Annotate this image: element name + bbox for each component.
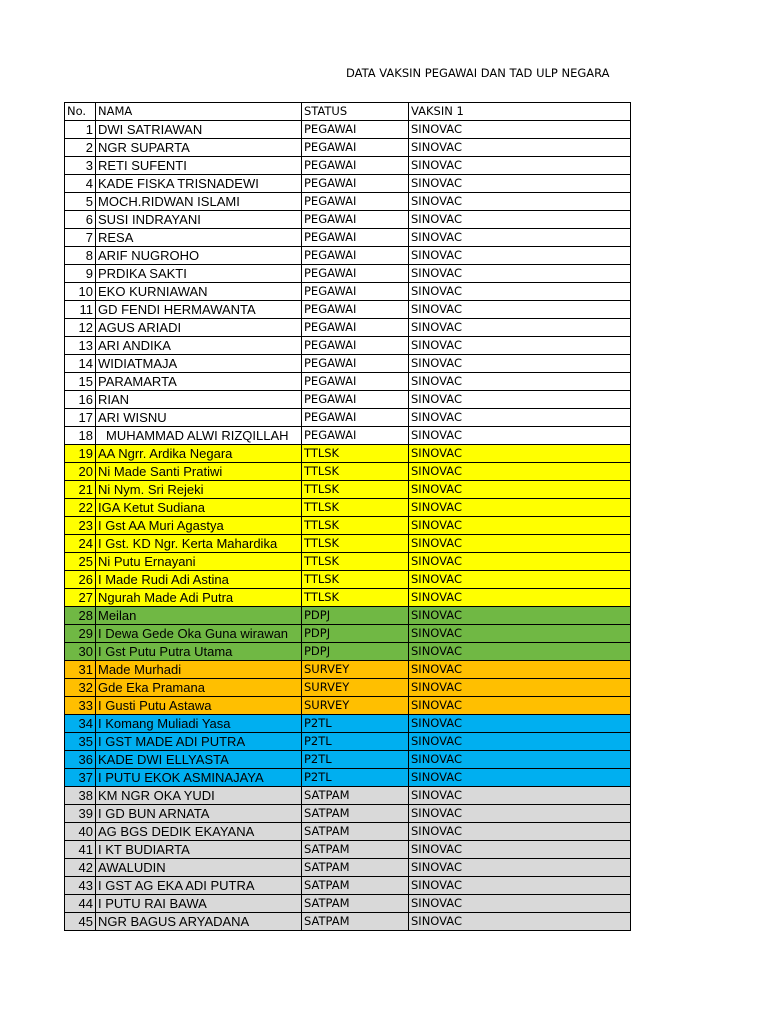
cell-name[interactable]: ARI ANDIKA (96, 337, 302, 355)
cell-no[interactable]: 28 (65, 607, 96, 625)
cell-name[interactable]: Ngurah Made Adi Putra (96, 589, 302, 607)
table-row (65, 337, 631, 355)
cell-no[interactable]: 3 (65, 157, 96, 175)
cell-status[interactable]: PEGAWAI (302, 373, 409, 391)
cell-vaksin[interactable]: SINOVAC (409, 913, 631, 931)
cell-vaksin[interactable]: SINOVAC (409, 265, 631, 283)
cell-vaksin[interactable]: SINOVAC (409, 841, 631, 859)
cell-status[interactable]: P2TL (302, 751, 409, 769)
table-row (65, 391, 631, 409)
cell-status[interactable]: TTLSK (302, 517, 409, 535)
table-row (65, 823, 631, 841)
cell-name[interactable]: KADE FISKA TRISNADEWI (96, 175, 302, 193)
table-row (65, 157, 631, 175)
cell-name[interactable]: I Gst AA Muri Agastya (96, 517, 302, 535)
cell-no[interactable]: 12 (65, 319, 96, 337)
cell-status[interactable]: TTLSK (302, 463, 409, 481)
cell-vaksin[interactable]: SINOVAC (409, 391, 631, 409)
cell-vaksin[interactable]: SINOVAC (409, 355, 631, 373)
table-row (65, 859, 631, 877)
table-row (65, 211, 631, 229)
table-row (65, 121, 631, 139)
table-row (65, 787, 631, 805)
cell-vaksin[interactable]: SINOVAC (409, 877, 631, 895)
cell-status[interactable]: PEGAWAI (302, 337, 409, 355)
cell-status[interactable]: PEGAWAI (302, 301, 409, 319)
cell-name[interactable]: Ni Putu Ernayani (96, 553, 302, 571)
table-row (65, 643, 631, 661)
cell-vaksin[interactable]: SINOVAC (409, 625, 631, 643)
cell-no[interactable]: 2 (65, 139, 96, 157)
cell-vaksin[interactable]: SINOVAC (409, 553, 631, 571)
cell-name[interactable]: KADE DWI ELLYASTA (96, 751, 302, 769)
cell-name[interactable]: I Made Rudi Adi Astina (96, 571, 302, 589)
cell-name[interactable]: RETI SUFENTI (96, 157, 302, 175)
cell-name[interactable]: IGA Ketut Sudiana (96, 499, 302, 517)
cell-name[interactable]: Ni Made Santi Pratiwi (96, 463, 302, 481)
cell-status[interactable]: PEGAWAI (302, 193, 409, 211)
cell-name[interactable]: I GST MADE ADI PUTRA (96, 733, 302, 751)
cell-name[interactable]: I Gst. KD Ngr. Kerta Mahardika (96, 535, 302, 553)
cell-status[interactable]: PEGAWAI (302, 175, 409, 193)
cell-no[interactable]: 11 (65, 301, 96, 319)
cell-name[interactable]: I Komang Muliadi Yasa (96, 715, 302, 733)
cell-status[interactable]: SATPAM (302, 913, 409, 931)
cell-vaksin[interactable]: SINOVAC (409, 751, 631, 769)
cell-no[interactable]: 1 (65, 121, 96, 139)
cell-vaksin[interactable]: SINOVAC (409, 823, 631, 841)
cell-no[interactable]: 13 (65, 337, 96, 355)
cell-status[interactable]: TTLSK (302, 445, 409, 463)
cell-status[interactable]: PEGAWAI (302, 427, 409, 445)
table-row (65, 679, 631, 697)
table-row (65, 445, 631, 463)
cell-name[interactable]: I GD BUN ARNATA (96, 805, 302, 823)
cell-vaksin[interactable]: SINOVAC (409, 373, 631, 391)
cell-vaksin[interactable]: SINOVAC (409, 427, 631, 445)
table-row (65, 715, 631, 733)
cell-vaksin[interactable]: SINOVAC (409, 499, 631, 517)
cell-vaksin[interactable]: SINOVAC (409, 175, 631, 193)
cell-status[interactable]: TTLSK (302, 535, 409, 553)
cell-no[interactable]: 37 (65, 769, 96, 787)
table-row (65, 805, 631, 823)
cell-no[interactable]: 43 (65, 877, 96, 895)
cell-name[interactable]: I PUTU EKOK ASMINAJAYA (96, 769, 302, 787)
cell-vaksin[interactable]: SINOVAC (409, 337, 631, 355)
cell-status[interactable]: PEGAWAI (302, 391, 409, 409)
cell-name[interactable]: RIAN (96, 391, 302, 409)
cell-no[interactable]: 26 (65, 571, 96, 589)
table-row (65, 427, 631, 445)
cell-status[interactable]: SATPAM (302, 805, 409, 823)
table-row (65, 697, 631, 715)
cell-status[interactable]: PEGAWAI (302, 121, 409, 139)
cell-name[interactable]: PRDIKA SAKTI (96, 265, 302, 283)
cell-no[interactable]: 30 (65, 643, 96, 661)
cell-status[interactable]: PDPJ (302, 625, 409, 643)
cell-vaksin[interactable]: SINOVAC (409, 643, 631, 661)
table-row (65, 535, 631, 553)
cell-name[interactable]: I Gusti Putu Astawa (96, 697, 302, 715)
cell-no[interactable]: 44 (65, 895, 96, 913)
table-row (65, 481, 631, 499)
cell-status[interactable]: SATPAM (302, 823, 409, 841)
cell-status[interactable]: PEGAWAI (302, 229, 409, 247)
cell-vaksin[interactable]: SINOVAC (409, 733, 631, 751)
cell-name[interactable]: RESA (96, 229, 302, 247)
cell-vaksin[interactable]: SINOVAC (409, 445, 631, 463)
cell-status[interactable]: PEGAWAI (302, 157, 409, 175)
cell-vaksin[interactable]: SINOVAC (409, 787, 631, 805)
cell-no[interactable]: 15 (65, 373, 96, 391)
table-row (65, 553, 631, 571)
cell-vaksin[interactable]: SINOVAC (409, 805, 631, 823)
cell-no[interactable]: 41 (65, 841, 96, 859)
cell-no[interactable]: 22 (65, 499, 96, 517)
table-row (65, 733, 631, 751)
cell-vaksin[interactable]: SINOVAC (409, 409, 631, 427)
cell-vaksin[interactable]: SINOVAC (409, 247, 631, 265)
cell-no[interactable]: 7 (65, 229, 96, 247)
table-row (65, 895, 631, 913)
table-row (65, 373, 631, 391)
cell-name[interactable]: WIDIATMAJA (96, 355, 302, 373)
table-row (65, 283, 631, 301)
header-status[interactable]: STATUS (302, 103, 409, 121)
cell-vaksin[interactable]: SINOVAC (409, 895, 631, 913)
cell-name[interactable]: MOCH.RIDWAN ISLAMI (96, 193, 302, 211)
cell-status[interactable]: TTLSK (302, 589, 409, 607)
table-row (65, 355, 631, 373)
table-row (65, 625, 631, 643)
cell-name[interactable]: Ni Nym. Sri Rejeki (96, 481, 302, 499)
cell-no[interactable]: 36 (65, 751, 96, 769)
vaccine-table (64, 102, 631, 931)
cell-vaksin[interactable]: SINOVAC (409, 571, 631, 589)
cell-vaksin[interactable]: SINOVAC (409, 517, 631, 535)
cell-no[interactable]: 9 (65, 265, 96, 283)
cell-name[interactable]: I Gst Putu Putra Utama (96, 643, 302, 661)
cell-name[interactable]: I PUTU RAI BAWA (96, 895, 302, 913)
cell-vaksin[interactable]: SINOVAC (409, 193, 631, 211)
cell-status[interactable]: TTLSK (302, 571, 409, 589)
cell-status[interactable]: PEGAWAI (302, 247, 409, 265)
cell-status[interactable]: SATPAM (302, 877, 409, 895)
cell-status[interactable]: P2TL (302, 733, 409, 751)
cell-vaksin[interactable]: SINOVAC (409, 481, 631, 499)
table-row (65, 877, 631, 895)
cell-no[interactable]: 8 (65, 247, 96, 265)
cell-status[interactable]: PEGAWAI (302, 265, 409, 283)
cell-vaksin[interactable]: SINOVAC (409, 463, 631, 481)
cell-vaksin[interactable]: SINOVAC (409, 319, 631, 337)
cell-no[interactable]: 20 (65, 463, 96, 481)
cell-name[interactable]: ARIF NUGROHO (96, 247, 302, 265)
cell-status[interactable]: SATPAM (302, 841, 409, 859)
cell-no[interactable]: 34 (65, 715, 96, 733)
cell-status[interactable]: TTLSK (302, 499, 409, 517)
cell-no[interactable]: 42 (65, 859, 96, 877)
cell-name[interactable]: AGUS ARIADI (96, 319, 302, 337)
table-row (65, 193, 631, 211)
table-body (65, 103, 631, 931)
table-row (65, 607, 631, 625)
cell-vaksin[interactable]: SINOVAC (409, 769, 631, 787)
cell-no[interactable]: 24 (65, 535, 96, 553)
cell-name[interactable]: DWI SATRIAWAN (96, 121, 302, 139)
cell-name[interactable]: I GST AG EKA ADI PUTRA (96, 877, 302, 895)
cell-no[interactable]: 31 (65, 661, 96, 679)
cell-name[interactable]: KM NGR OKA YUDI (96, 787, 302, 805)
cell-no[interactable]: 17 (65, 409, 96, 427)
cell-status[interactable]: SATPAM (302, 859, 409, 877)
cell-no[interactable]: 38 (65, 787, 96, 805)
cell-name[interactable]: ARI WISNU (96, 409, 302, 427)
table-row (65, 841, 631, 859)
cell-vaksin[interactable]: SINOVAC (409, 661, 631, 679)
cell-no[interactable]: 4 (65, 175, 96, 193)
cell-name[interactable]: Meilan (96, 607, 302, 625)
cell-no[interactable]: 21 (65, 481, 96, 499)
cell-no[interactable]: 19 (65, 445, 96, 463)
cell-no[interactable]: 25 (65, 553, 96, 571)
cell-vaksin[interactable]: SINOVAC (409, 859, 631, 877)
cell-name[interactable]: I Dewa Gede Oka Guna wirawan (96, 625, 302, 643)
table-row (65, 247, 631, 265)
cell-status[interactable]: PEGAWAI (302, 355, 409, 373)
cell-status[interactable]: P2TL (302, 769, 409, 787)
table-row (65, 265, 631, 283)
cell-status[interactable]: TTLSK (302, 481, 409, 499)
cell-no[interactable]: 27 (65, 589, 96, 607)
table-row (65, 517, 631, 535)
header-no[interactable]: No. (65, 103, 96, 121)
cell-vaksin[interactable]: SINOVAC (409, 697, 631, 715)
table-row (65, 139, 631, 157)
cell-vaksin[interactable]: SINOVAC (409, 283, 631, 301)
table-row (65, 751, 631, 769)
table-row (65, 463, 631, 481)
cell-status[interactable]: SURVEY (302, 679, 409, 697)
cell-no[interactable]: 32 (65, 679, 96, 697)
cell-no[interactable]: 5 (65, 193, 96, 211)
table-row (65, 589, 631, 607)
cell-status[interactable]: PDPJ (302, 643, 409, 661)
cell-vaksin[interactable]: SINOVAC (409, 211, 631, 229)
cell-name[interactable]: GD FENDI HERMAWANTA (96, 301, 302, 319)
cell-status[interactable]: TTLSK (302, 553, 409, 571)
table-row (65, 229, 631, 247)
cell-no[interactable]: 23 (65, 517, 96, 535)
table-row (65, 319, 631, 337)
cell-no[interactable]: 33 (65, 697, 96, 715)
cell-name[interactable]: I KT BUDIARTA (96, 841, 302, 859)
header-vaksin[interactable]: VAKSIN 1 (409, 103, 631, 121)
cell-vaksin[interactable]: SINOVAC (409, 301, 631, 319)
cell-no[interactable]: 45 (65, 913, 96, 931)
cell-no[interactable]: 14 (65, 355, 96, 373)
table-row (65, 571, 631, 589)
cell-vaksin[interactable]: SINOVAC (409, 139, 631, 157)
cell-name[interactable]: NGR SUPARTA (96, 139, 302, 157)
header-row (65, 103, 631, 121)
cell-status[interactable]: PEGAWAI (302, 139, 409, 157)
cell-status[interactable]: PEGAWAI (302, 319, 409, 337)
cell-no[interactable]: 29 (65, 625, 96, 643)
cell-no[interactable]: 39 (65, 805, 96, 823)
cell-no[interactable]: 10 (65, 283, 96, 301)
cell-vaksin[interactable]: SINOVAC (409, 715, 631, 733)
cell-no[interactable]: 6 (65, 211, 96, 229)
cell-vaksin[interactable]: SINOVAC (409, 121, 631, 139)
table-row (65, 301, 631, 319)
cell-name[interactable]: AA Ngrr. Ardika Negara (96, 445, 302, 463)
cell-status[interactable]: SURVEY (302, 697, 409, 715)
cell-name[interactable]: MUHAMMAD ALWI RIZQILLAH (96, 427, 302, 445)
cell-name[interactable]: SUSI INDRAYANI (96, 211, 302, 229)
cell-status[interactable]: SATPAM (302, 787, 409, 805)
cell-name[interactable]: AG BGS DEDIK EKAYANA (96, 823, 302, 841)
cell-vaksin[interactable]: SINOVAC (409, 679, 631, 697)
cell-no[interactable]: 40 (65, 823, 96, 841)
cell-no[interactable]: 35 (65, 733, 96, 751)
sheet-title: DATA VAKSIN PEGAWAI DAN TAD ULP NEGARA (346, 66, 610, 80)
cell-name[interactable]: AWALUDIN (96, 859, 302, 877)
table-row (65, 409, 631, 427)
cell-status[interactable]: P2TL (302, 715, 409, 733)
cell-no[interactable]: 16 (65, 391, 96, 409)
cell-status[interactable]: PEGAWAI (302, 211, 409, 229)
cell-vaksin[interactable]: SINOVAC (409, 157, 631, 175)
table-row (65, 769, 631, 787)
cell-vaksin[interactable]: SINOVAC (409, 607, 631, 625)
cell-name[interactable]: Made Murhadi (96, 661, 302, 679)
cell-status[interactable]: SURVEY (302, 661, 409, 679)
table-row (65, 913, 631, 931)
cell-name[interactable]: Gde Eka Pramana (96, 679, 302, 697)
cell-vaksin[interactable]: SINOVAC (409, 535, 631, 553)
cell-name[interactable]: PARAMARTA (96, 373, 302, 391)
cell-vaksin[interactable]: SINOVAC (409, 229, 631, 247)
cell-name[interactable]: EKO KURNIAWAN (96, 283, 302, 301)
table-row (65, 661, 631, 679)
table-row (65, 175, 631, 193)
cell-status[interactable]: SATPAM (302, 895, 409, 913)
table-row (65, 499, 631, 517)
cell-name[interactable]: NGR BAGUS ARYADANA (96, 913, 302, 931)
cell-vaksin[interactable]: SINOVAC (409, 589, 631, 607)
cell-status[interactable]: PDPJ (302, 607, 409, 625)
cell-no[interactable]: 18 (65, 427, 96, 445)
header-name[interactable]: NAMA (96, 103, 302, 121)
cell-status[interactable]: PEGAWAI (302, 283, 409, 301)
cell-status[interactable]: PEGAWAI (302, 409, 409, 427)
